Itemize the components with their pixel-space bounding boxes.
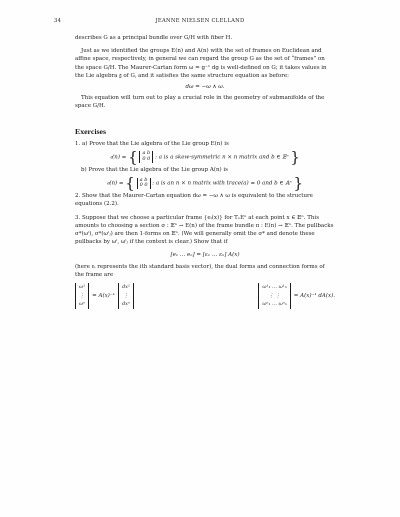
exercise-1b-condition: : a is an n × n matrix with trace(a) = 0 and b ∈ 𝔸ⁿ xyxy=(152,180,292,187)
dual-forms-operator: = A(x)⁻¹ xyxy=(92,292,115,299)
omega-column-vector xyxy=(75,283,89,309)
vector-entry: dxⁿ xyxy=(121,301,130,308)
matrix-row: 0 0 xyxy=(139,182,148,189)
connection-forms-rhs: = A(x)⁻¹ dA(x). xyxy=(293,292,335,299)
matrix-row: ω¹₁ … ω¹ₙ xyxy=(262,284,287,291)
exercise-2: 2. Show that the Maurer-Cartan equation dω = −ω ∧ ω is equivalent to the structure equations (2.2). xyxy=(75,193,313,208)
left-brace: { xyxy=(128,148,138,167)
dual-forms-equation xyxy=(75,283,134,309)
left-brace: { xyxy=(125,174,135,193)
exercise-1a-lhs: 𝔢(n) = xyxy=(110,154,127,161)
exercise-3-continuation: (here εᵢ represents the ith standard basis vector), the dual forms and connection forms of the frame are xyxy=(75,263,325,278)
dx-column-vector xyxy=(118,283,134,309)
vector-entry: ω¹ xyxy=(79,284,86,291)
running-title: JEANNE NIELSEN CLELLAND xyxy=(155,18,245,24)
intro-closing-paragraph: This equation will turn out to play a crucial role in the geometry of submanifolds of the space G/H. xyxy=(75,95,325,110)
intro-line: describes G as a principal bundle over G/H with fiber H. xyxy=(75,35,233,41)
exercise-1b-prompt: b) Prove that the Lie algebra of the Lie group A(n) is xyxy=(81,167,228,174)
exercise-3-paragraph: 3. Suppose that we choose a particular frame {eᵢ(x)} for TₓEⁿ at each point x ∈ 𝔼ⁿ. This amounts to choosing a section σ : 𝔼ⁿ → E(n) of the frame bundle π : E(n) → 𝔼ⁿ. The pullbacks σ*(ωⁱ), σ*(ωⁱⱼ) are then 1-forms on 𝔼ⁿ. (We will generally omit the σ* and denote these pullbacks by ωⁱ, ωⁱⱼ if the context is clear.) Show that if xyxy=(75,214,334,246)
vector-entry: ⋮ xyxy=(79,292,85,299)
block-matrix xyxy=(139,151,153,162)
matrix-row: ωⁿ₁ … ωⁿₙ xyxy=(262,301,287,308)
exercise-1a-prompt: 1. a) Prove that the Lie algebra of the Lie group E(n) is xyxy=(75,140,229,147)
exercise-1b-lhs: 𝔞(n) = xyxy=(106,180,124,187)
structure-equation: dω = −ω ∧ ω. xyxy=(185,84,225,91)
exercise-1a-formula xyxy=(75,148,335,167)
connection-forms-equation xyxy=(258,283,335,309)
exercises-heading: Exercises xyxy=(75,126,107,136)
vector-entry: dx¹ xyxy=(121,284,130,291)
intro-paragraph: Just as we identified the groups E(n) and A(n) with the set of frames on Euclidean and affine space, respectively, in general we can regard the group G as the set of “frames” on the space G/H. The Maurer-Cartan form ω = g⁻¹ dg is well-defined on G; it takes values in the Lie algebra 𝔤 of G, and it satisfies the same structure equation as before: xyxy=(75,48,327,79)
matrix-row: ⋮ ⋮ xyxy=(268,292,281,299)
page-number: 34 xyxy=(54,18,62,24)
right-brace: } xyxy=(290,148,300,167)
right-brace: } xyxy=(293,174,304,193)
vector-entry: ωⁿ xyxy=(79,301,86,308)
connection-form-matrix xyxy=(258,283,290,309)
matrix-row: 0 0 xyxy=(142,156,151,163)
vector-entry: ⋮ xyxy=(123,292,129,299)
page-body xyxy=(75,34,335,309)
dual-forms-equations xyxy=(75,283,335,309)
frame-equation: [e₁ … eₙ] = [ε₁ … εₙ] A(x) xyxy=(170,252,240,259)
matrix-row: a b xyxy=(142,150,151,157)
exercise-1a-condition: : a is a skew-symmetric n × n matrix and b ∈ 𝔼ⁿ xyxy=(155,154,289,161)
exercise-1b-formula xyxy=(75,174,335,193)
matrix-row: a b xyxy=(139,176,148,183)
block-matrix xyxy=(137,178,151,189)
